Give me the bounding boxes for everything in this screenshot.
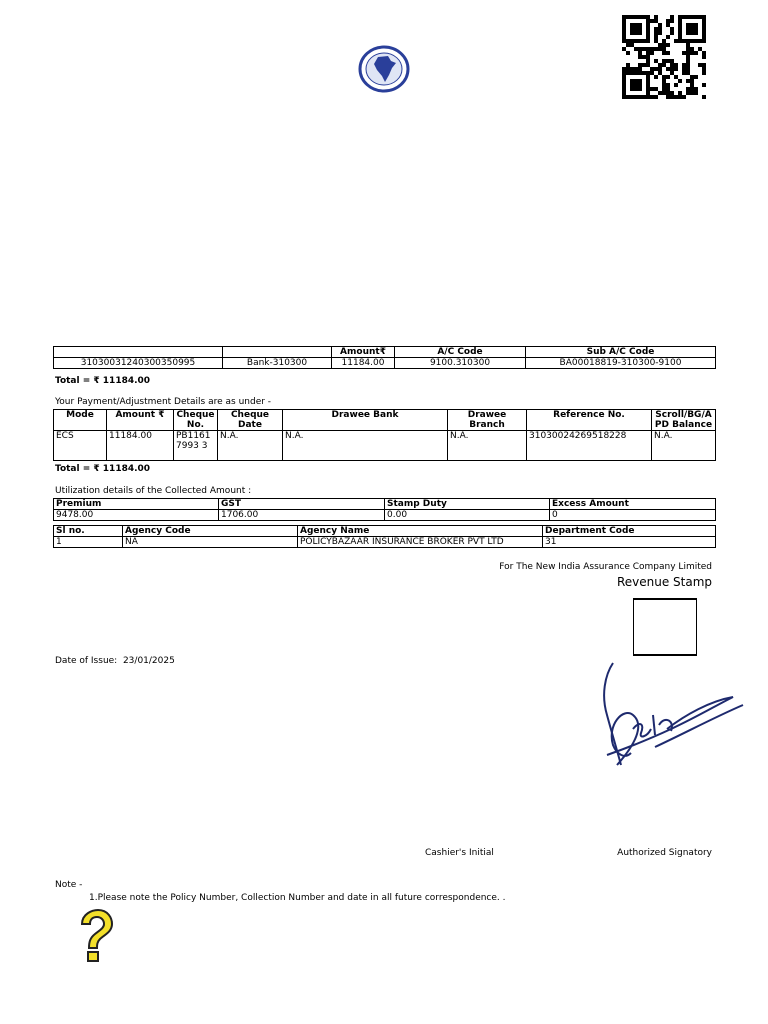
payment-header-mode: Mode (54, 410, 107, 431)
payment-amount: 11184.00 (107, 431, 174, 461)
total-payment: Total = ₹ 11184.00 (55, 464, 151, 474)
utilization-header-stamp-duty: Stamp Duty (385, 499, 550, 510)
agency-header-agency-code: Agency Code (123, 526, 298, 537)
department-code-value: 31 (543, 537, 716, 548)
payment-header-amount: Amount ₹ (107, 410, 174, 431)
collection-header-ac-code: A/C Code (395, 347, 526, 358)
collection-header-1 (54, 347, 223, 358)
sub-ac-code: BA00018819-310300-9100 (526, 358, 716, 369)
date-of-issue-value: 23/01/2025 (122, 656, 175, 666)
table-row (54, 510, 716, 521)
collection-header-amount: Amount₹ (332, 347, 395, 358)
payment-intro: Your Payment/Adjustment Details are as under - (55, 397, 272, 407)
premium-value: 9478.00 (54, 510, 219, 521)
collection-number: 31030031240300350995 (54, 358, 223, 369)
payment-header-cheque-no: Cheque No. (174, 410, 218, 431)
table-row (54, 537, 716, 548)
agency-header-agency-name: Agency Name (298, 526, 543, 537)
drawee-branch: N.A. (448, 431, 527, 461)
utilization-header-premium: Premium (54, 499, 219, 510)
note-label: Note - (55, 880, 83, 890)
reference-number: 31030024269518228 (527, 431, 652, 461)
cashier-initial: Cashier's Initial (425, 848, 494, 858)
gst-value: 1706.00 (219, 510, 385, 521)
payment-header-drawee-bank: Drawee Bank (283, 410, 448, 431)
collection-header-sub-ac-code: Sub A/C Code (526, 347, 716, 358)
agency-table (53, 525, 716, 548)
total-collection: Total = ₹ 11184.00 (55, 376, 151, 386)
utilization-table (53, 498, 716, 521)
bank-code: Bank-310300 (223, 358, 332, 369)
payment-header-scroll-balance: Scroll/BG/A PD Balance (652, 410, 716, 431)
utilization-header-excess-amount: Excess Amount (550, 499, 716, 510)
authorized-signatory: Authorized Signatory (617, 848, 712, 858)
signature-icon (595, 655, 745, 775)
excess-amount-value: 0 (550, 510, 716, 521)
utilization-intro: Utilization details of the Collected Amount : (55, 486, 252, 496)
qr-code-icon (622, 15, 706, 99)
revenue-stamp-box (633, 598, 697, 656)
date-of-issue-label: Date of Issue: (55, 656, 118, 666)
scroll-balance: N.A. (652, 431, 716, 461)
utilization-header-gst: GST (219, 499, 385, 510)
collection-header-2 (223, 347, 332, 358)
table-row (54, 358, 716, 369)
cheque-date: N.A. (218, 431, 283, 461)
cheque-number: PB11617993 3 (174, 431, 218, 461)
stamp-duty-value: 0.00 (385, 510, 550, 521)
date-of-issue (55, 656, 175, 666)
payment-table (53, 409, 716, 461)
company-emblem-icon (358, 45, 410, 93)
collection-amount: 11184.00 (332, 358, 395, 369)
ac-code: 9100.310300 (395, 358, 526, 369)
drawee-bank: N.A. (283, 431, 448, 461)
note-1: 1.Please note the Policy Number, Collection Number and date in all future correspondence. . (89, 893, 506, 903)
table-row (54, 431, 716, 461)
agency-header-sl-no: Sl no. (54, 526, 123, 537)
company-line: For The New India Assurance Company Limited (499, 562, 712, 572)
payment-header-reference-no: Reference No. (527, 410, 652, 431)
question-mark-icon (74, 908, 116, 964)
agency-name-value: POLICYBAZAAR INSURANCE BROKER PVT LTD (298, 537, 543, 548)
agency-header-department-code: Department Code (543, 526, 716, 537)
revenue-stamp-label: Revenue Stamp (616, 575, 712, 589)
payment-mode: ECS (54, 431, 107, 461)
payment-header-drawee-branch: Drawee Branch (448, 410, 527, 431)
sl-no-value: 1 (54, 537, 123, 548)
agency-code-value: NA (123, 537, 298, 548)
payment-header-cheque-date: Cheque Date (218, 410, 283, 431)
collection-table (53, 346, 716, 369)
